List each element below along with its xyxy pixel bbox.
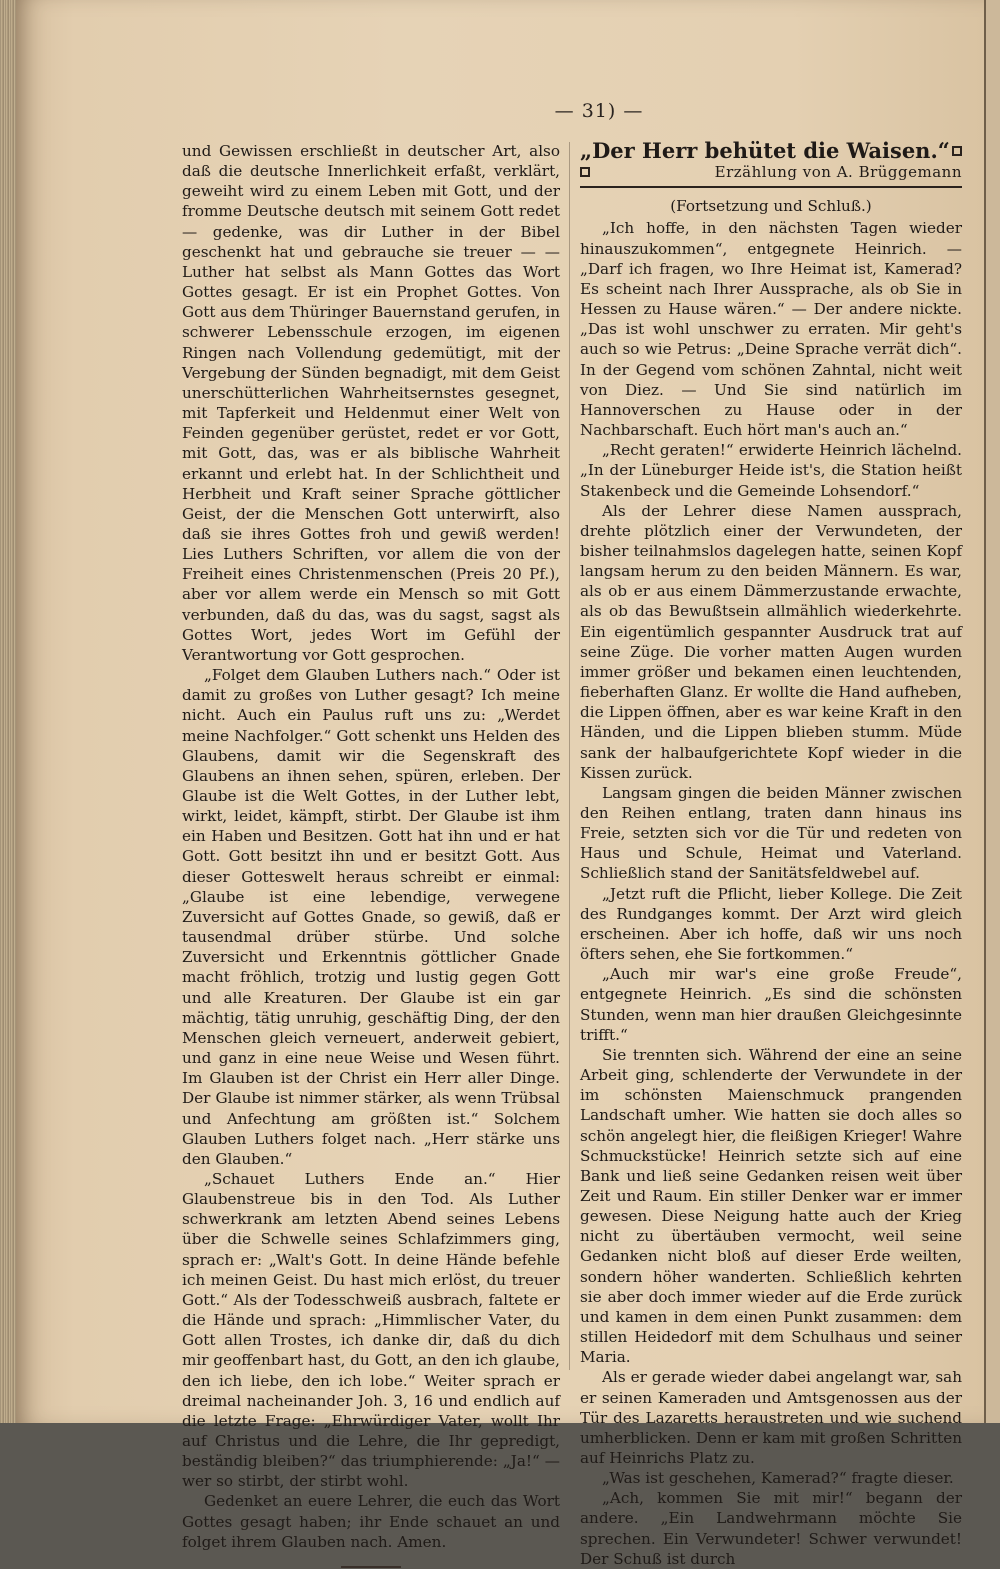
story-byline: Erzählung von A. Brüggemann — [714, 163, 962, 182]
closing-rule — [341, 1566, 401, 1568]
right-paragraph: „Ich hoffe, in den nächsten Tagen wieder hinauszukommen“, entgegnete Heinrich. — „Darf ich fragen, wo Ihre Heimat ist, Kamerad? Es scheint nach Ihrer Aussprache, als ob Sie in Hessen zu Hause wären.“ — Der andere nickte. „Das ist wohl unschwer zu erraten. Mir geht's auch so wie Petrus: „Deine Sprache verrät dich“. In der Gegend vom schönen Zahntal, nicht weit von Diez. — Und Sie sind natürlich im Hannoverschen zu Hause oder in der Nachbarschaft. Euch hört man's auch an.“ — [580, 219, 962, 440]
ornament-square-icon — [580, 167, 590, 177]
left-paragraph: und Gewissen erschließt in deutscher Art, also daß die deutsche Innerlichkeit erfaßt, verklärt, geweiht wird zu einem Leben mit Gott, und der fromme Deutsche deutsch mit seinem Gott redet — gedenke, was dir Luther in der Bibel geschenkt hat und gebrauche sie treuer — — Luther hat selbst als Mann Gottes das Wort Gottes gesagt. Er ist ein Prophet Gottes. Von Gott aus dem Thüringer Bauernstand gerufen, in schwerer Lebensschule erzogen, im eigenen Ringen nach Vollendung gedemütigt, mit der Vergebung der Sünden begnadigt, mit dem Geist unerschütterlichen Wahrheitsernstes gesegnet, mit Tapferkeit und Heldenmut einer Welt von Feinden gegenüber gerüstet, redet er vor Gott, mit Gott, das, was er als biblische Wahrheit erkannt und erlebt hat. In der Schlichtheit und Herbheit und Kraft seiner Sprache göttlicher Geist, der die Menschen Gott unterwirft, also daß sie ihres Gottes froh und gewiß werden! Lies Luthers Schriften, vor allem die von der Freiheit eines Christenmenschen (Preis 20 Pf.), aber vor allem werde ein Mensch so mit Gott verbunden, daß du das, was du sagst, sagst als Gottes Wort, jedes Wort im Gefühl der Verantwortung vor Gott gesprochen. — [182, 142, 560, 664]
right-paragraph: Als er gerade wieder dabei angelangt war, sah er seinen Kameraden und Amtsgenossen aus der Tür des Lazaretts heraustreten und wie suchend umherblicken. Denn er kam mit großen Schritten auf Heinrichs Platz zu. — [580, 1368, 962, 1467]
right-paragraph: Langsam gingen die beiden Männer zwischen den Reihen entlang, traten dann hinaus ins Freie, setzten sich vor die Tür und redeten von Haus und Schule, Heimat und Vaterland. Schließlich stand der Sanitätsfeldwebel auf. — [580, 783, 962, 883]
right-paragraph: „Jetzt ruft die Pflicht, lieber Kollege. Die Zeit des Rundganges kommt. Der Arzt wird gleich erscheinen. Aber ich hoffe, daß wir uns noch öfters sehen, ehe Sie fortkommen.“ — [580, 884, 962, 964]
column-divider — [569, 142, 570, 1370]
right-paragraph: Sie trennten sich. Während der eine an seine Arbeit ging, schlenderte der Verwundete in der im schönsten Maienschmuck prangenden Landschaft umher. Wie hatten sie doch alles so schön angelegt hier, die fleißigen Krieger! Wahre Schmuckstücke! Heinrich setzte sich auf eine Bank und ließ seine Gedanken reisen weit über Zeit und Raum. Ein stiller Denker war er immer gewesen. Diese Neigung hatte auch der Krieg nicht zu übertäuben vermocht, weil seine Gedanken nicht bloß auf dieser Erde weilten, sondern höher wanderten. Schließlich kehrten sie aber doch immer wieder auf die Erde zurück und kamen in dem einen Punkt zusammen: dem stillen Heidedorf mit dem Schulhaus und seiner Maria. — [580, 1045, 962, 1367]
left-column — [182, 141, 560, 1568]
byline-row — [580, 162, 962, 182]
page-number: — 31) — — [554, 100, 644, 122]
left-paragraph: „Schauet Luthers Ende an.“ Hier Glaubenstreue bis in den Tod. Als Luther schwerkrank am letzten Abend seines Lebens über die Schwelle seines Schlafzimmers ging, sprach er: „Walt's Gott. In deine Hände befehle ich meinen Geist. Du hast mich erlöst, du treuer Gott.“ Als der Todesschweiß ausbrach, faltete er die Hände und sprach: „Himmlischer Vater, du Gott allen Trostes, ich danke dir, daß du dich mir geoffenbart hast, du Gott, an den ich glaube, den ich liebe, den ich lobe.“ Weiter sprach er dreimal nacheinander Joh. 3, 16 und endlich auf die letzte Frage: „Ehrwürdiger Vater, wollt Ihr auf Christus und die Lehre, die Ihr gepredigt, beständig bleiben?“ das triumphierende: „Ja!“ — wer so stirbt, der stirbt wohl. — [182, 1169, 560, 1491]
right-paragraph: Als der Lehrer diese Namen aussprach, drehte plötzlich einer der Verwundeten, der bisher teilnahmslos dagelegen hatte, seinen Kopf langsam herum zu den beiden Männern. Es war, als ob er aus einem Dämmerzustande erwachte, als ob das Bewußtsein allmählich wiederkehrte. Ein eigentümlich gespannter Ausdruck trat auf seine Züge. Die vorher matten Augen wurden immer größer und bekamen einen leuchtenden, fieberhaften Glanz. Er wollte die Hand aufheben, die Lippen öffnen, aber es war keine Kraft in den Händen, und die Lippen blieben stumm. Müde sank der halbaufgerichtete Kopf wieder in die Kissen zurück. — [580, 501, 962, 782]
ornament-square-icon — [952, 146, 962, 156]
right-paragraph: „Recht geraten!“ erwiderte Heinrich lächelnd. „In der Lüneburger Heide ist's, die Station heißt Stakenbeck und die Gemeinde Lohsendorf.“ — [580, 441, 962, 500]
story-header — [580, 138, 962, 188]
continuation-note: (Fortsetzung und Schluß.) — [670, 197, 872, 216]
right-column — [580, 138, 962, 1569]
left-paragraph: Gedenket an euere Lehrer, die euch das Wort Gottes gesagt haben; ihr Ende schauet an und folget ihrem Glauben nach. Amen. — [182, 1492, 560, 1551]
facing-page-edge — [984, 0, 1000, 1423]
right-paragraph: „Ach, kommen Sie mit mir!“ begann der andere. „Ein Landwehrmann möchte Sie sprechen. Ein Verwundeter! Schwer verwundet! Der Schuß ist durch — [580, 1489, 962, 1568]
story-title-row — [580, 138, 962, 163]
right-paragraph: „Was ist geschehen, Kamerad?“ fragte dieser. — [602, 1469, 954, 1488]
right-paragraph: „Auch mir war's eine große Freude“, entgegnete Heinrich. „Es sind die schönsten Stunden, wenn man hier draußen Gleichgesinnte trifft.“ — [580, 965, 962, 1044]
story-title: „Der Herr behütet die Waisen.“ — [580, 138, 950, 163]
left-paragraph: „Folget dem Glauben Luthers nach.“ Oder ist damit zu großes von Luther gesagt? Ich meine nicht. Auch ein Paulus ruft uns zu: „Werdet meine Nachfolger.“ Gott schenkt uns Helden des Glaubens, damit wir die Segenskraft des Glaubens an ihnen sehen, spüren, erleben. Der Glaube ist die Welt Gottes, in der Luther lebt, wirkt, leidet, kämpft, stirbt. Der Glaube ist ihm ein Haben und Besitzen. Gott hat ihn und er hat Gott. Gott besitzt ihn und er besitzt Gott. Aus dieser Gotteswelt heraus schreibt er einmal: „Glaube ist eine lebendige, verwegene Zuversicht auf Gottes Gnade, so gewiß, daß er tausendmal drüber stürbe. Und solche Zuversicht und Erkenntnis göttlicher Gnade macht fröhlich, trotzig und lustig gegen Gott und alle Kreaturen. Der Glaube ist ein gar mächtig, tätig unruhig, geschäftig Ding, der den Menschen gleich verneuert, anderweit gebiert, und ganz in eine neue Weise und Wesen führt. Im Glauben ist der Christ ein Herr aller Dinge. Der Glaube ist nimmer stärker, als wenn Trübsal und Anfechtung am größten ist.“ Solchem Glauben Luthers folget nach. „Herr stärke uns den Glauben.“ — [182, 666, 560, 1168]
